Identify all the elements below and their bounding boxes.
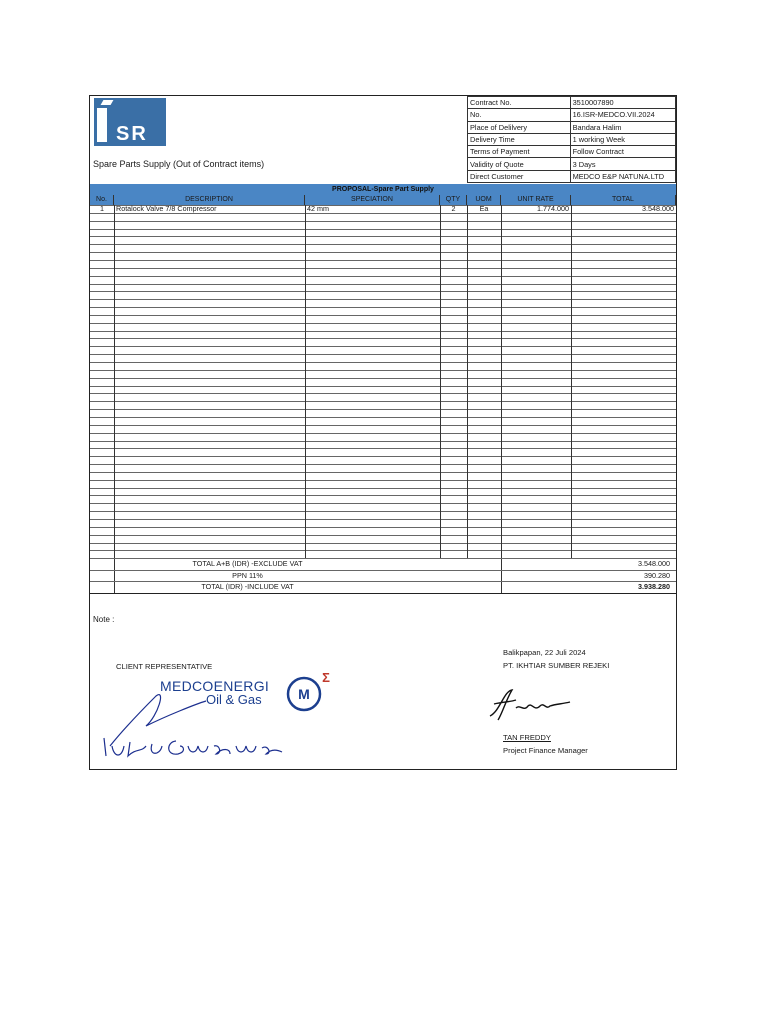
column-divider <box>501 205 502 593</box>
column-header: UNIT RATE <box>501 195 571 205</box>
table-row <box>90 221 676 229</box>
table-row <box>90 213 676 221</box>
table-row <box>90 229 676 237</box>
item-uom: Ea <box>479 204 489 213</box>
column-header: UOM <box>467 195 501 205</box>
table-row <box>90 284 676 292</box>
table-row <box>90 260 676 268</box>
column-header: SPECIATION <box>305 195 440 205</box>
table-row <box>90 401 676 409</box>
column-header: DESCRIPTION <box>114 195 305 205</box>
info-label: Place of Delilvery <box>468 121 571 133</box>
totals-value: 390.280 <box>644 570 670 580</box>
table-row <box>90 370 676 378</box>
proposal-title: PROPOSAL-Spare Part Supply <box>90 184 676 195</box>
column-divider <box>571 205 572 558</box>
table-row <box>90 378 676 386</box>
info-label: No. <box>468 109 571 121</box>
info-value: 3510007890 <box>570 97 675 109</box>
table-row <box>90 472 676 480</box>
table-row <box>90 393 676 401</box>
info-label: Direct Customer <box>468 170 571 182</box>
table-row <box>90 543 676 551</box>
column-divider <box>467 205 468 558</box>
info-row <box>468 158 676 170</box>
table-row <box>90 338 676 346</box>
table-row <box>90 291 676 299</box>
note-label: Note : <box>93 615 115 624</box>
table-row <box>90 346 676 354</box>
table-row <box>90 441 676 449</box>
info-value: 16.ISR-MEDCO.VII.2024 <box>570 109 675 121</box>
table-row <box>90 252 676 260</box>
column-header: No. <box>90 195 114 205</box>
table-row <box>90 433 676 441</box>
column-header: TOTAL <box>571 195 676 205</box>
table-row <box>90 456 676 464</box>
item-total: 3.548.000 <box>642 204 674 213</box>
table-row <box>90 511 676 519</box>
contract-info-table <box>467 96 676 183</box>
table-row <box>90 276 676 284</box>
table-row <box>90 315 676 323</box>
totals-value: 3.938.280 <box>638 582 670 592</box>
table-row <box>90 268 676 276</box>
medco-sub: Oil & Gas <box>206 692 262 707</box>
table-row <box>90 495 676 503</box>
table-row <box>90 519 676 527</box>
signer-title: Project Finance Manager <box>503 746 588 755</box>
table-row <box>90 480 676 488</box>
column-divider <box>114 205 115 593</box>
medco-sigma: Σ <box>322 670 330 685</box>
client-signature <box>96 686 296 766</box>
table-row <box>90 488 676 496</box>
item-description: Rotalock Valve 7/8 Compressor <box>116 204 217 213</box>
info-row <box>468 146 676 158</box>
info-label: Validity of Quote <box>468 158 571 170</box>
totals-label: TOTAL (IDR) -INCLUDE VAT <box>201 582 294 592</box>
quotation-document <box>89 95 677 770</box>
table-row <box>90 236 676 244</box>
column-divider <box>440 205 441 558</box>
column-divider <box>305 205 306 558</box>
table-row <box>90 354 676 362</box>
info-label: Delivery Time <box>468 133 571 145</box>
isr-logo <box>94 98 166 146</box>
table-row <box>90 535 676 543</box>
info-row <box>468 121 676 133</box>
info-label: Contract No. <box>468 97 571 109</box>
table-row <box>90 409 676 417</box>
table-row <box>90 362 676 370</box>
table-row <box>90 386 676 394</box>
info-value: Follow Contract <box>570 146 675 158</box>
medco-name: MEDCOENERGI <box>160 678 270 694</box>
info-row <box>468 109 676 121</box>
medco-symbol: M <box>298 686 310 702</box>
info-label: Terms of Payment <box>468 146 571 158</box>
info-value: Bandara Halim <box>570 121 675 133</box>
info-row <box>468 97 676 109</box>
signer-name: TAN FREDDY <box>503 733 551 742</box>
item-spec: 42 mm <box>307 204 329 213</box>
info-value: 1 working Week <box>570 133 675 145</box>
table-row <box>90 244 676 252</box>
document-title: Spare Parts Supply (Out of Contract items) <box>93 159 265 169</box>
info-row <box>468 170 676 182</box>
table-row <box>90 323 676 331</box>
column-header: QTY <box>440 195 467 205</box>
table-row <box>90 503 676 511</box>
place-date: Balikpapan, 22 Juli 2024 <box>503 648 586 657</box>
table-row <box>90 425 676 433</box>
totals-label: PPN 11% <box>232 570 263 580</box>
table-row <box>90 527 676 535</box>
info-row <box>468 133 676 145</box>
manager-signature <box>480 686 590 726</box>
logo-text: SR <box>116 123 148 145</box>
table-row <box>90 417 676 425</box>
totals-value: 3.548.000 <box>638 559 670 569</box>
table-row <box>90 307 676 315</box>
table-row <box>90 448 676 456</box>
table-row <box>90 464 676 472</box>
totals-label: TOTAL A+B (IDR) -EXCLUDE VAT <box>192 559 303 569</box>
totals-bottom-border <box>90 593 676 601</box>
table-row <box>90 331 676 339</box>
item-qty: 2 <box>451 204 456 213</box>
table-row <box>90 550 676 558</box>
item-unit-rate: 1.774.000 <box>537 204 569 213</box>
info-value: 3 Days <box>570 158 675 170</box>
client-representative-label: CLIENT REPRESENTATIVE <box>116 662 213 671</box>
company-name: PT. IKHTIAR SUMBER REJEKI <box>503 661 610 670</box>
item-no: 1 <box>100 204 104 213</box>
info-value: MEDCO E&P NATUNA.LTD <box>570 170 675 182</box>
table-row <box>90 299 676 307</box>
